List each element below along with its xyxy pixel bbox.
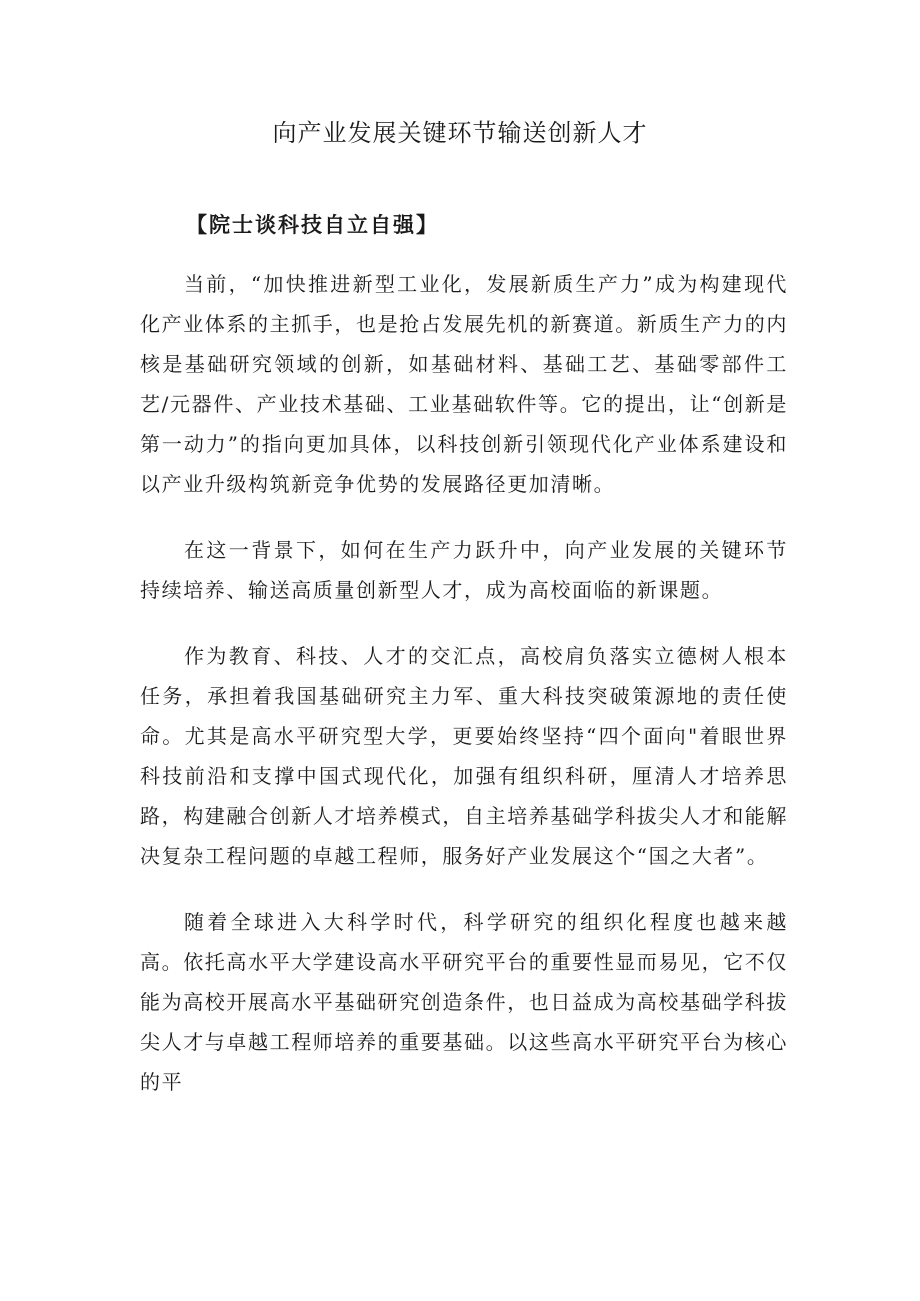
paragraph-3: 作为教育、科技、人才的交汇点，高校肩负落实立德树人根本任务，承担着我国基础研究主力军、重大科技突破策源地的责任使命。尤其是高水平研究型大学，更要始终坚持“四个面向"着眼世界科技前沿和支撑中国式现代化，加强有组织科研，厘清人才培养思路，构建融合创新人才培养模式，自主培养基础学科拔尖人才和能解决复杂工程问题的卓越工程师，服务好产业发展这个“国之大者”。 (140, 644, 788, 868)
paragraph-4: 随着全球进入大科学时代，科学研究的组织化程度也越来越高。依托高水平大学建设高水平研究平台的重要性显而易见，它不仅能为高校开展高水平基础研究创造条件，也日益成为高校基础学科拔尖人才与卓越工程师培养的重要基础。以这些高水平研究平台为核心的平 (140, 910, 788, 1094)
paragraph-2: 在这一背景下，如何在生产力跃升中，向产业发展的关键环节持续培养、输送高质量创新型人才，成为高校面临的新课题。 (140, 538, 788, 602)
section-heading: 【院士谈科技自立自强】 (186, 212, 439, 237)
document-title: 向产业发展关键环节输送创新人才 (272, 119, 648, 147)
document-body (140, 264, 788, 1128)
paragraph-1: 当前，“加快推进新型工业化，发展新质生产力”成为构建现代化产业体系的主抓手，也是抢占发展先机的新赛道。新质生产力的内核是基础研究领域的创新，如基础材料、基础工艺、基础零部件工艺/元器件、产业技术基础、工业基础软件等。它的提出，让“创新是第一动力”的指向更加具体，以科技创新引领现代化产业体系建设和以产业升级构筑新竞争优势的发展路径更加清晰。 (140, 272, 788, 496)
